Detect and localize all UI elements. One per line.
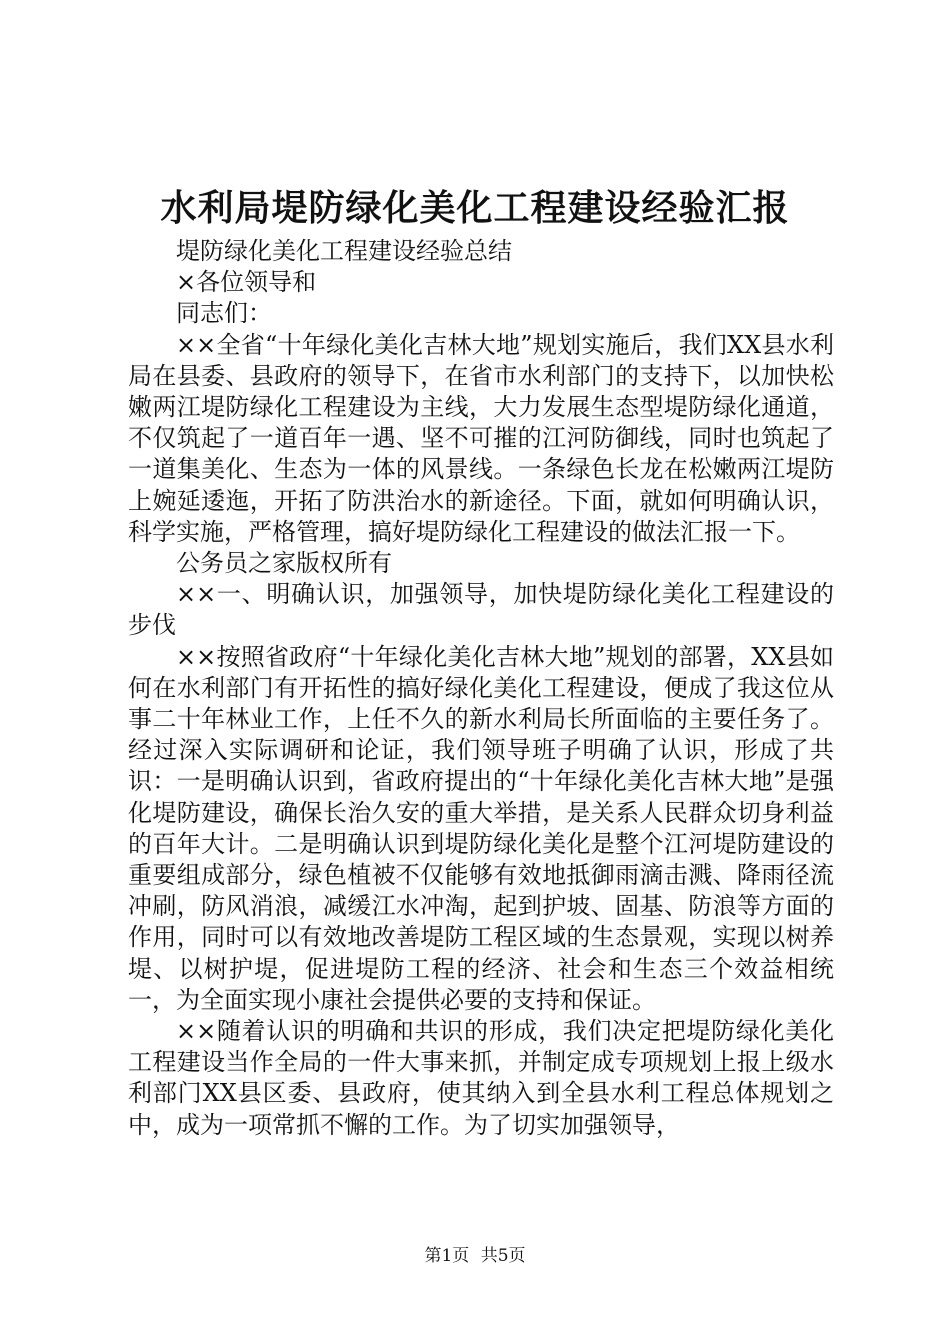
salutation-line-2: 同志们： bbox=[176, 299, 272, 328]
page-total: 共5页 bbox=[480, 1246, 526, 1266]
salutation-line-1: ×各位领导和 bbox=[176, 268, 317, 297]
subtitle-paragraph: 堤防绿化美化工程建设经验总结 bbox=[176, 237, 512, 265]
body-paragraph: ××按照省政府“十年绿化美化吉林大地”规划的部署，XX县如何在水利部门有开拓性的搞好绿化美化工程建设，便成了我这位从事二十年林业工作，上任不久的新水利局长所面临的主要任务了。经过深入实际调研和论证，我们领导班子明确了认识，形成了共识：一是明确认识到，省政府提出的“十年绿化美化吉林大地”是强化堤防建设，确保长治久安的重大举措，是关系人民群众切身利益的百年大计。二是明确认识到堤防绿化美化是整个江河堤防建设的重要组成部分，绿色植被不仅能够有效地抵御雨滴击溅、降雨径流冲刷，防风消浪，减缓江水冲淘，起到护坡、固基、防浪等方面的作用，同时可以有效地改善堤防工程区域的生态景观，实现以树养堤、以树护堤，促进堤防工程的经济、社会和生态三个效益相统一，为全面实现小康社会提供必要的支持和保证。 bbox=[128, 642, 834, 1014]
document-title: 水利局堤防绿化美化工程建设经验汇报 bbox=[160, 187, 790, 229]
body-paragraph: ××随着认识的明确和共识的形成，我们决定把堤防绿化美化工程建设当作全局的一件大事来抓，并制定成专项规划上报上级水利部门XX县区委、县政府，使其纳入到全县水利工程总体规划之中，成为一项常抓不懈的工作。为了切实加强领导， bbox=[128, 1017, 834, 1139]
document-body bbox=[128, 236, 834, 1141]
body-paragraph: ××全省“十年绿化美化吉林大地”规划实施后，我们XX县水利局在县委、县政府的领导下，在省市水利部门的支持下，以加快松嫩两江堤防绿化工程建设为主线，大力发展生态型堤防绿化通道，不仅筑起了一道百年一遇、坚不可摧的江河防御线，同时也筑起了一道集美化、生态为一体的风景线。一条绿色长龙在松嫩两江堤防上婉延逶迤，开拓了防洪治水的新途径。下面，就如何明确认识，科学实施，严格管理，搞好堤防绿化工程建设的做法汇报一下。 bbox=[128, 330, 834, 546]
page-footer bbox=[0, 1244, 950, 1268]
page-number: 第1页 bbox=[424, 1246, 470, 1266]
copyright-note: 公务员之家版权所有 bbox=[176, 549, 392, 578]
section-heading: ××一、明确认识，加强领导，加快堤防绿化美化工程建设的步伐 bbox=[128, 580, 834, 640]
